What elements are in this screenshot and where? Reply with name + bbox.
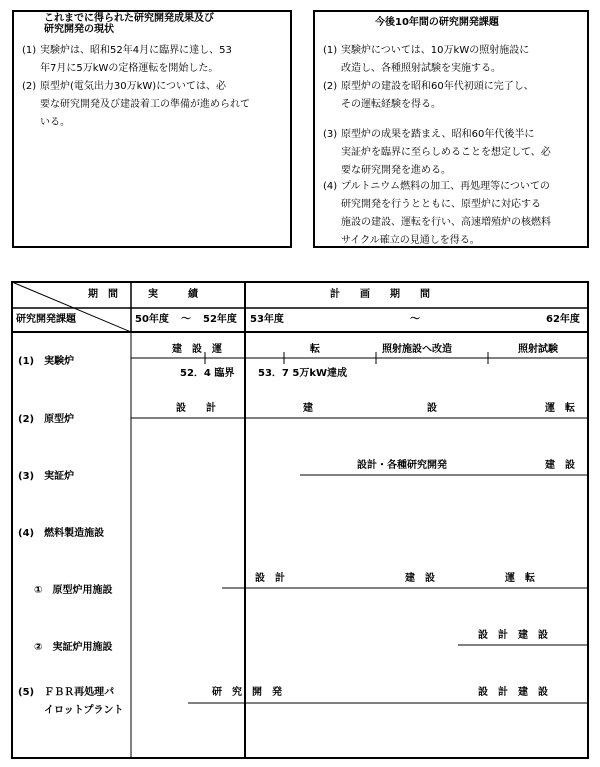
- r2-design: 設 計: [176, 403, 216, 414]
- actual-start-year: 50年度: [135, 314, 169, 325]
- actual-tilde: 〜: [181, 314, 191, 325]
- row-label-fbr-reprocessing-1: (5) ＦＢＲ再処理パ: [18, 687, 115, 698]
- r1-construction: 建 設 運: [172, 344, 222, 355]
- current-status-item-1: (1) 実験炉は、昭和52年4月に臨界に達し、53 年7月に5万kWの定格運転を開始した。: [22, 45, 232, 74]
- plan-tilde: 〜: [410, 314, 420, 325]
- future-tasks-item-3: (3) 原型炉の成果を踏まえ、昭和60年代後半に 実証炉を臨界に至らしめることを想定して、必 要な研究開発を進める。: [323, 129, 551, 176]
- row-label-fbr-reprocessing-2: イロットプラント: [44, 705, 124, 716]
- r5-design-construction: 設 計 建 設: [478, 630, 548, 641]
- current-status-item-2: (2) 原型炉(電気出力30万kW)については、必 要な研究開発及び建設着工の準備が進められて いる。: [22, 81, 250, 128]
- r1-rated-power: 53．7 5万kW達成: [258, 368, 347, 379]
- plan-end-year: 62年度: [546, 314, 580, 325]
- actual-end-year: 52年度: [203, 314, 237, 325]
- r4-design: 設 計: [255, 573, 285, 584]
- r2-build-2: 設: [427, 403, 437, 414]
- future-tasks-item-1: (1) 実験炉については、10万kWの照射施設に 改造し、各種照射試験を実施する。: [323, 45, 530, 74]
- r2-operation: 運 転: [545, 403, 575, 414]
- r3-design-research: 設計・各種研究開発: [357, 460, 447, 471]
- row-label-prototype-reactor: (2) 原型炉: [18, 414, 75, 425]
- header-actual: 実 績: [148, 289, 198, 300]
- row-label-fuel-facilities: (4) 燃料製造施設: [18, 528, 105, 539]
- r6-design-construction: 設 計 建 設: [478, 687, 548, 698]
- r1-operation: 転: [310, 344, 320, 355]
- plan-start-year: 53年度: [250, 314, 284, 325]
- header-period: 期 間: [88, 289, 118, 300]
- row-label-demo-reactor: (3) 実証炉: [18, 471, 75, 482]
- current-status-title-line2: 研究開発の現状: [44, 24, 114, 35]
- r6-research: 研 究 開 発: [212, 687, 282, 698]
- r1-modification: 照射施設へ改造: [382, 344, 452, 355]
- row-label-experimental-reactor: (1) 実験炉: [18, 356, 75, 367]
- r1-irradiation: 照射試験: [518, 344, 558, 355]
- row-label-prototype-facility: ① 原型炉用施設: [34, 585, 113, 596]
- header-subject: 研究開発課題: [16, 314, 76, 325]
- r4-construction: 建 設: [405, 573, 435, 584]
- current-status-title-line1: これまでに得られた研究開発成果及び: [44, 13, 214, 24]
- r3-construction: 建 設: [545, 460, 575, 471]
- future-tasks-title: 今後10年間の研究開発課題: [375, 17, 499, 28]
- header-plan: 計 画 期 間: [330, 289, 430, 300]
- r4-operation: 運 転: [505, 573, 535, 584]
- future-tasks-item-4: (4) プルトニウム燃料の加工、再処理等についての 研究開発を行うとともに、原型炉に対応する 施設の建設、運転を行い、高速増殖炉の核燃料 サイクル確立の見通しを得る。: [323, 181, 551, 246]
- row-label-demo-facility: ② 実証炉用施設: [34, 642, 113, 653]
- future-tasks-item-2: (2) 原型炉の建設を昭和60年代初頭に完了し、 その運転経験を得る。: [323, 81, 534, 110]
- r2-build-1: 建: [303, 403, 313, 414]
- r1-criticality: 52．4 臨界: [180, 368, 235, 379]
